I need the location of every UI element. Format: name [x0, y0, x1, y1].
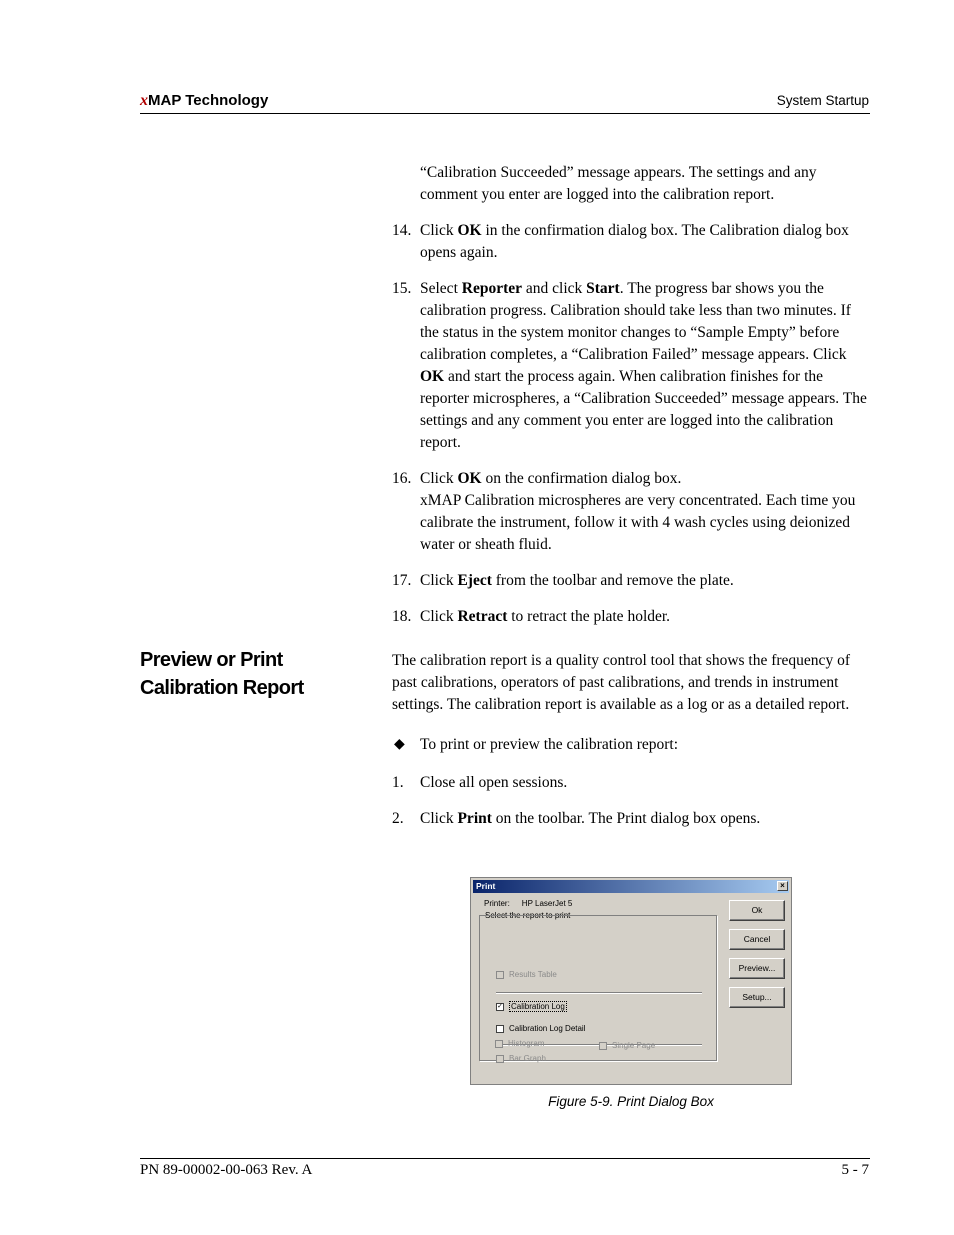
step-17: [392, 570, 870, 592]
printer-label: Printer:: [484, 899, 510, 908]
header-brand: [140, 92, 268, 110]
step-bold: OK: [457, 470, 482, 487]
section-body: [392, 650, 870, 844]
option-label: Single Page: [612, 1041, 656, 1050]
option-label: Results Table: [509, 970, 557, 979]
step-number: 14.: [392, 222, 412, 239]
step-text: from the toolbar and remove the plate.: [491, 572, 734, 589]
setup-button[interactable]: Setup...: [729, 987, 785, 1008]
footer-part-number: PN 89-00002-00-063 Rev. A: [140, 1162, 313, 1178]
header-section: System Startup: [776, 93, 869, 108]
step-14: [392, 220, 870, 264]
check-icon[interactable]: ✓: [497, 1002, 503, 1010]
option-label: Calibration Log Detail: [509, 1024, 586, 1033]
step-1: [392, 772, 870, 794]
option-histogram[interactable]: [495, 1039, 544, 1048]
step-text: Click: [420, 470, 458, 487]
intro-paragraph: The calibration report is a quality control tool that shows the frequency of past calibrations, operators of past calibrations, and trends in instrument settings. The calibration report is available as a log or as a detailed report.: [392, 652, 850, 713]
dialog-titlebar[interactable]: [473, 880, 789, 893]
step-text: on the toolbar. The Print dialog box opens.: [491, 810, 761, 827]
step-text: and click: [522, 280, 587, 297]
report-select-label: Select the report to print: [485, 911, 571, 920]
step-text: Click: [420, 572, 458, 589]
step-bold: OK: [457, 222, 482, 239]
bullet-text: To print or preview the calibration report:: [420, 736, 679, 753]
step-bold: Reporter: [461, 280, 522, 297]
cancel-button[interactable]: Cancel: [729, 929, 785, 950]
step-number: 18.: [392, 608, 412, 625]
step-number: 1.: [392, 774, 404, 791]
step-number: 16.: [392, 470, 412, 487]
step-number: 15.: [392, 280, 412, 297]
step-16: [392, 468, 870, 556]
step-text: on the confirmation dialog box.: [481, 470, 682, 487]
checkbox[interactable]: [495, 1040, 503, 1048]
figure-caption: Figure 5-9. Print Dialog Box: [548, 1094, 714, 1109]
step-number: 2.: [392, 810, 404, 827]
brand-name: MAP Technology: [148, 92, 269, 109]
ok-button[interactable]: Ok: [729, 900, 785, 921]
step-bold: Retract: [457, 608, 508, 625]
option-label: Calibration Log: [511, 1002, 565, 1011]
step-bold: Start: [586, 280, 620, 297]
option-results-table[interactable]: [496, 970, 557, 979]
printer-name: HP LaserJet 5: [521, 899, 573, 908]
checkbox[interactable]: [496, 1055, 504, 1063]
header-rule: [140, 113, 870, 114]
step-2: [392, 808, 870, 830]
step-text: Close all open sessions.: [420, 774, 568, 791]
step-number: 17.: [392, 572, 412, 589]
step-text: to retract the plate holder.: [507, 608, 671, 625]
preview-button[interactable]: Preview...: [729, 958, 785, 979]
divider: [496, 992, 702, 994]
step-note: xMAP Calibration microspheres are very concentrated. Each time you calibrate the instrument, follow it with 4 wash cycles using deionized water or sheath fluid.: [420, 492, 856, 553]
option-single-page[interactable]: [599, 1041, 655, 1050]
step-text: in the confirmation dialog box. The Calibration dialog box opens again.: [420, 222, 849, 261]
brand-prefix: x: [140, 92, 148, 109]
step-bold: Eject: [457, 572, 492, 589]
option-label: Bar Graph: [509, 1054, 546, 1063]
close-icon[interactable]: ×: [777, 881, 788, 891]
procedure-continued: [392, 162, 870, 642]
footer-rule: [140, 1158, 870, 1159]
dialog-title: Print: [476, 881, 496, 891]
option-label: Histogram: [508, 1039, 545, 1048]
option-calibration-log-detail[interactable]: [496, 1024, 586, 1033]
checkbox[interactable]: [496, 971, 504, 979]
section-heading: Preview or Print Calibration Report: [140, 649, 304, 699]
procedure-bullet: [392, 734, 870, 756]
checkbox[interactable]: [496, 1025, 504, 1033]
step-15: [392, 278, 870, 454]
continuation-text: “Calibration Succeeded” message appears. The settings and any comment you enter are logged into the calibration report.: [420, 164, 817, 203]
diamond-bullet-icon: ◆: [394, 737, 405, 752]
checkbox[interactable]: [599, 1042, 607, 1050]
step-text: Click: [420, 608, 458, 625]
step-bold: Print: [457, 810, 492, 827]
footer-page-number: 5 - 7: [841, 1162, 869, 1178]
option-bar-graph[interactable]: [496, 1054, 546, 1063]
step-18: [392, 606, 870, 628]
step-text: . The progress bar shows you the calibration progress. Calibration should take less than two minutes. If the status in the system monitor changes to “Sample Empty” before calibration completes, a “Calibration Failed” message appears. Click: [420, 280, 851, 363]
step-text: Click: [420, 222, 458, 239]
step-text: Select: [420, 280, 462, 297]
step-text: Click: [420, 810, 458, 827]
option-calibration-log[interactable]: [496, 1001, 567, 1012]
print-dialog: [470, 877, 792, 1085]
printer-line: [484, 899, 572, 908]
step-text: and start the process again. When calibration finishes for the reporter microspheres, a “Calibration Succeeded” message appears. The settings and any comment you enter are logged into the calibration report.: [420, 368, 867, 451]
step-bold: OK: [420, 368, 445, 385]
